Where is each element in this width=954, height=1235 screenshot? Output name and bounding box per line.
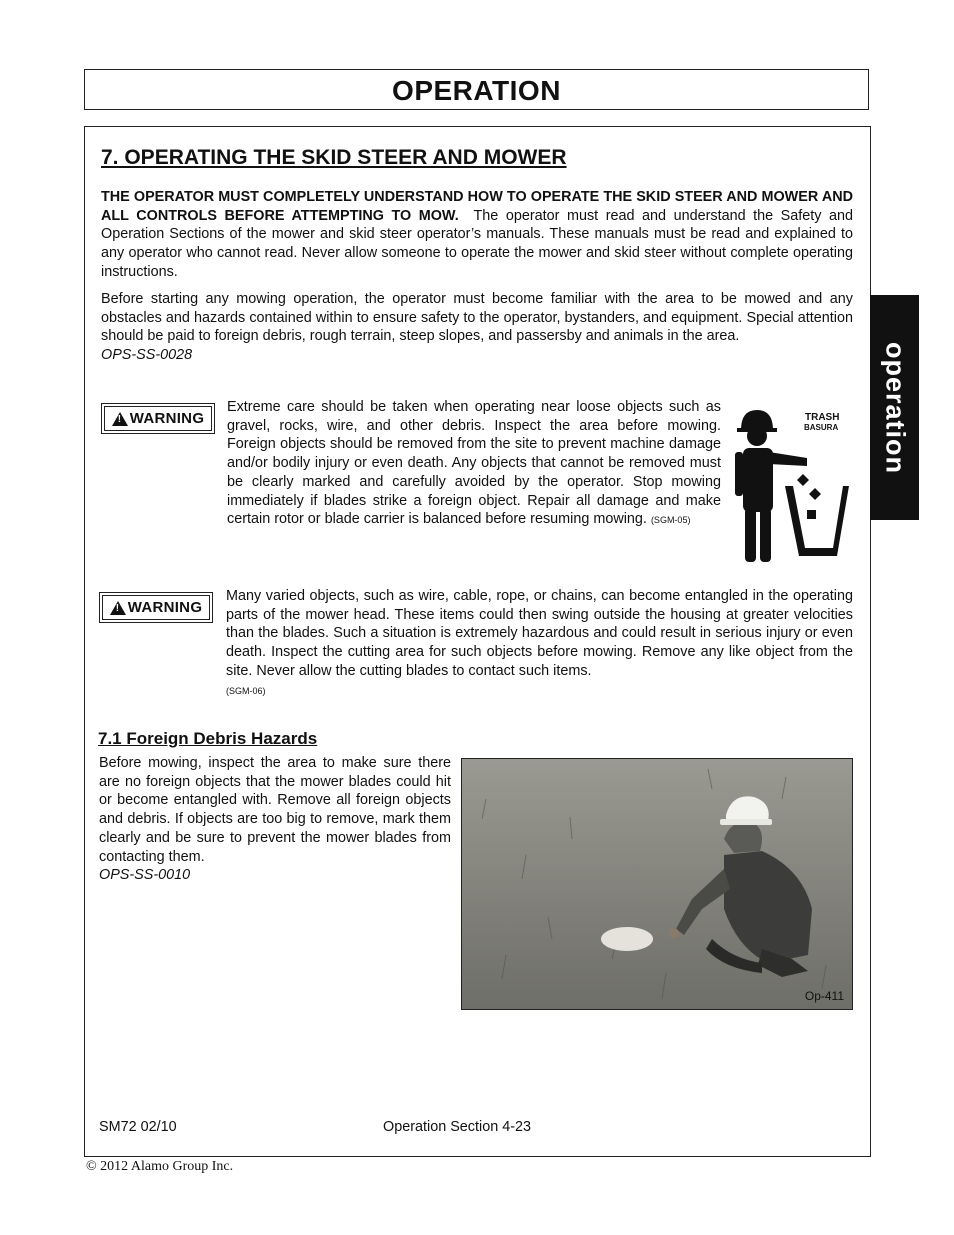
intro-text: The operator must read and understand the Safety and Operation Sections of the mower and skid steer operator’s manuals. These manuals must be read and explained to any operator who cannot read. Never allow someone to operate the mower and skid steer without complete operating instructions. bbox=[101, 207, 853, 280]
header-title-box bbox=[84, 69, 869, 110]
inspection-photo bbox=[461, 758, 853, 1010]
side-tab-label: operation bbox=[880, 341, 910, 474]
warning-badge-label: WARNING bbox=[129, 410, 205, 427]
copyright-notice: © 2012 Alamo Group Inc. bbox=[86, 1159, 234, 1174]
page-title: OPERATION bbox=[392, 75, 561, 106]
debris-code: OPS-SS-0010 bbox=[99, 867, 191, 884]
trash-disposal-icon bbox=[733, 402, 851, 564]
debris-paragraph bbox=[99, 754, 451, 885]
warning-badge-label: WARNING bbox=[127, 599, 203, 616]
warning-badge-1 bbox=[101, 403, 215, 434]
familiarization-paragraph bbox=[101, 290, 853, 365]
intro-bold-text: THE OPERATOR MUST COMPLETELY UNDERSTAND HOW TO OPERATE THE SKID STEER AND MOWER AND ALL CONTROLS BEFORE ATTEMPTING TO MOW. bbox=[101, 189, 853, 224]
section-title: 7. OPERATING THE SKID STEER AND MOWER bbox=[101, 146, 567, 169]
debris-text: Before mowing, inspect the area to make sure there are no foreign objects that the mower blades could hit or become entangled with. Remove all foreign objects and debris. If objects are too big to remove, mark them clearly and be sure to prevent the mower blades from contacting them. bbox=[99, 755, 451, 865]
photo-code: Op-411 bbox=[804, 989, 844, 1003]
warning-badge-2 bbox=[99, 592, 213, 623]
intro-paragraph bbox=[101, 188, 853, 282]
footer-model-date: SM72 02/10 bbox=[99, 1119, 177, 1135]
warning-text-2 bbox=[226, 587, 853, 700]
subsection-title: 7.1 Foreign Debris Hazards bbox=[98, 729, 318, 748]
trash-label: TRASH bbox=[805, 412, 840, 423]
warning-1-body: Extreme care should be taken when operating near loose objects such as gravel, rocks, wire, and other debris. Inspect the area before mowing. Foreign objects should be removed from the site to prevent machine damage and/or bodily injury or even death. Any objects that cannot be removed must be clearly marked and carefully avoided by the operator. Stop mowing immediately if blades strike a foreign object. Repair all damage and make certain rotor or blade carrier is balanced before resuming mowing. bbox=[227, 399, 721, 528]
warning-triangle-icon bbox=[110, 601, 126, 615]
side-section-tab bbox=[870, 295, 919, 520]
basura-label: BASURA bbox=[804, 423, 839, 432]
warning-2-body: Many varied objects, such as wire, cable, rope, or chains, can become entangled in the operating parts of the mower head. These items could then swing outside the housing at greater velocities than the blades. Such a situation is extremely hazardous and could result in serious injury or even death. Inspect the cutting area for such objects before mowing. Remove any like object from the site. Never allow the cutting blades to contact such items. bbox=[226, 588, 853, 679]
warning-1-code: (SGM-05) bbox=[650, 515, 691, 526]
warning-text-1 bbox=[227, 398, 721, 530]
familiarization-code: OPS-SS-0028 bbox=[101, 347, 193, 364]
warning-triangle-icon bbox=[112, 412, 128, 426]
familiarization-text: Before starting any mowing operation, the operator must become familiar with the area to be mowed and any obstacles and hazards contained within to ensure safety to the operator, bystanders, and equipment. Special attention should be paid to foreign debris, rough terrain, steep slopes, and passersby and animals in the area. bbox=[101, 291, 853, 345]
field-photo-illustration bbox=[462, 759, 852, 1009]
footer-page-number: Operation Section 4-23 bbox=[383, 1119, 531, 1135]
warning-2-code: (SGM-06) bbox=[226, 685, 266, 696]
